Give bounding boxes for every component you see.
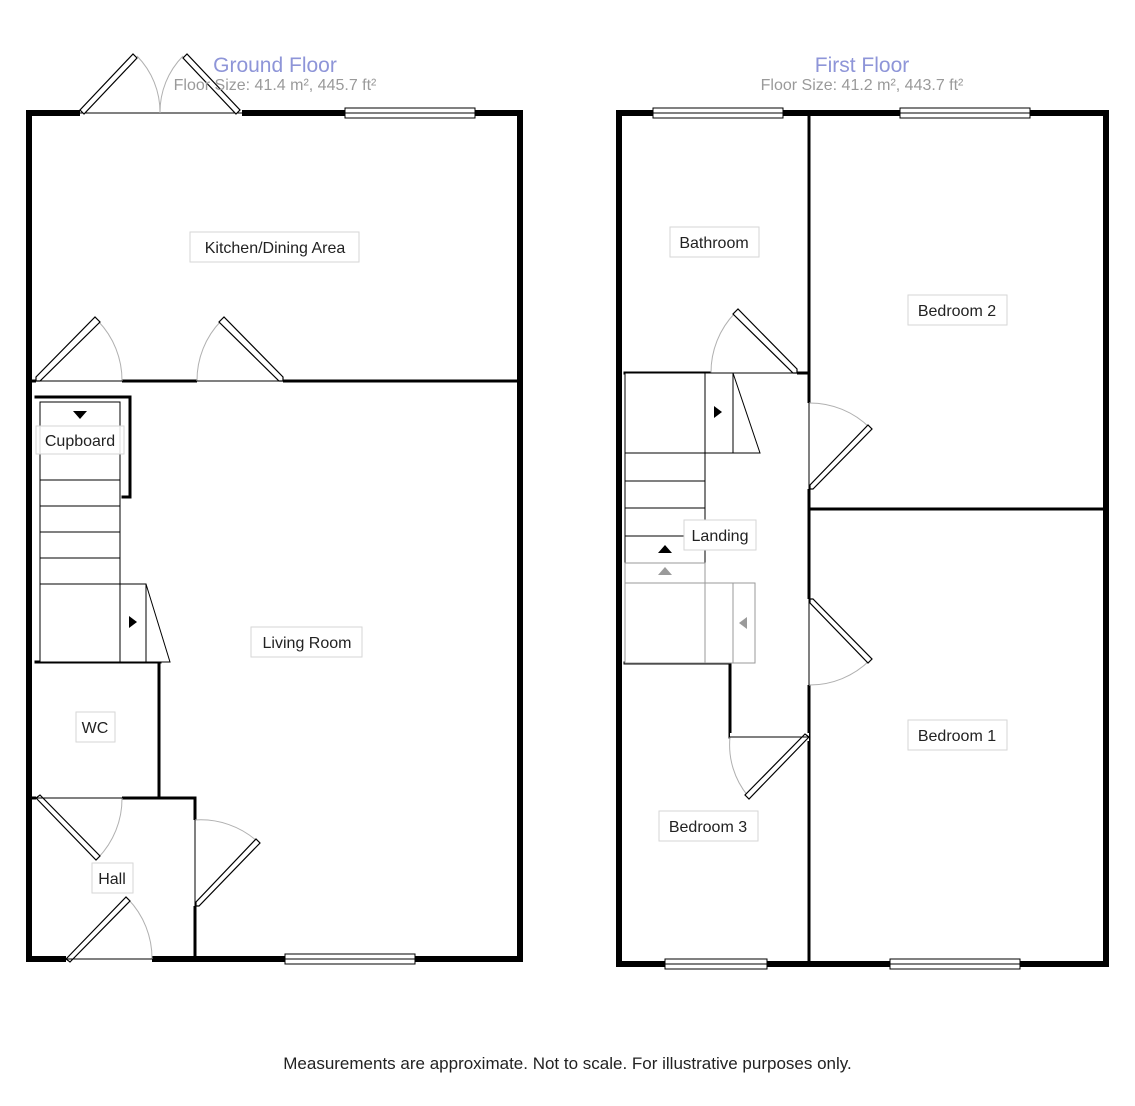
room-label-bedroom2: Bedroom 2 [917,303,997,320]
bedroom2-door [805,403,872,489]
ground-floor-size: Floor Size: 41.4 m², 445.7 ft² [173,77,377,94]
room-label-cupboard: Cupboard [44,433,116,450]
ground-floor-plan [29,54,520,964]
hall-living-door [191,820,260,906]
room-label-wc: WC [81,720,109,737]
bathroom-door [711,309,797,377]
room-label-living: Living Room [262,635,352,652]
kitchen-living-door [197,317,283,385]
first-floor-stairs [625,373,760,663]
first-floor-size: Floor Size: 41.2 m², 443.7 ft² [760,77,964,94]
bedroom3-door [730,733,809,799]
room-label-landing: Landing [691,528,749,545]
disclaimer-text: Measurements are approximate. Not to scale. For illustrative purposes only. [283,1054,852,1073]
kitchen-door-left [36,317,122,385]
bedroom1-door [805,599,872,685]
room-label-bedroom3: Bedroom 3 [668,819,748,836]
room-label-hall: Hall [98,871,126,888]
front-door [66,897,152,963]
first-floor-plan [619,54,1106,969]
bedroom3-cupboard-wall [730,663,809,737]
room-label-kitchen: Kitchen/Dining Area [204,240,346,257]
first-floor-title: First Floor [814,54,910,77]
french-door-left [80,54,160,114]
room-label-bedroom1: Bedroom 1 [917,728,997,745]
room-label-bathroom: Bathroom [679,235,749,252]
wc-door [36,794,122,860]
ground-floor-title: Ground Floor [213,54,337,77]
